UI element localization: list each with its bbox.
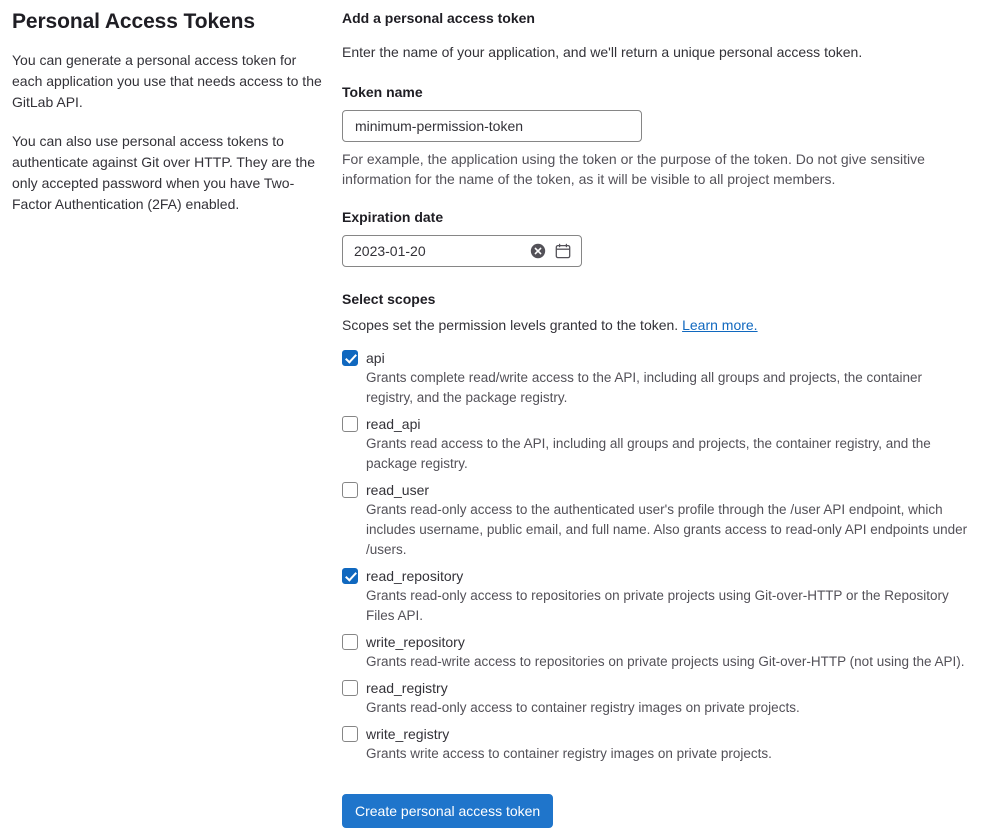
scope-description-read-registry: Grants read-only access to container registry images on private projects. (366, 700, 800, 715)
scope-checkbox-api[interactable] (342, 350, 358, 366)
scope-checkbox-write-repository[interactable] (342, 634, 358, 650)
scope-item-write-registry (342, 724, 972, 764)
token-name-input[interactable] (342, 110, 642, 142)
scope-description-write-repository: Grants read-write access to repositories on private projects using Git-over-HTTP (not using the API). (366, 654, 965, 669)
scope-label-read-api[interactable]: read_api (366, 416, 421, 432)
scope-label-read-repository[interactable]: read_repository (366, 568, 464, 584)
scope-label-write-repository[interactable]: write_repository (366, 634, 465, 650)
scope-item-read-registry (342, 678, 972, 718)
scope-checkbox-write-registry[interactable] (342, 726, 358, 742)
expiration-date-label: Expiration date (342, 209, 444, 225)
token-name-help: For example, the application using the token or the purpose of the token. Do not give sensitive information for the name of the token, as it will be visible to all project members. (342, 151, 925, 187)
page-intro-column (12, 8, 322, 233)
page-title: Personal Access Tokens (12, 10, 255, 33)
scope-item-read-api (342, 414, 972, 474)
scope-item-read-repository (342, 566, 972, 626)
calendar-icon[interactable] (551, 239, 575, 263)
expiration-date-field[interactable] (342, 235, 582, 267)
clear-circle-icon[interactable] (527, 240, 549, 262)
scope-item-write-repository (342, 632, 972, 672)
create-personal-access-token-button[interactable]: Create personal access token (342, 794, 553, 828)
scope-description-api: Grants complete read/write access to the API, including all groups and projects, the container registry, and the package registry. (366, 370, 923, 405)
intro-paragraph-2: You can also use personal access tokens to authenticate against Git over HTTP. They are the only accepted password when you have Two-Factor Authentication (2FA) enabled. (12, 133, 315, 212)
scope-checkbox-read-api[interactable] (342, 416, 358, 432)
scope-label-write-registry[interactable]: write_registry (366, 726, 450, 742)
scope-checkbox-read-registry[interactable] (342, 680, 358, 696)
select-scopes-description (342, 315, 972, 335)
scope-checkbox-read-repository[interactable] (342, 568, 358, 584)
scope-label-read-registry[interactable]: read_registry (366, 680, 448, 696)
scope-description-read-repository: Grants read-only access to repositories on private projects using Git-over-HTTP or the Repository Files API. (366, 588, 949, 623)
select-scopes-title: Select scopes (342, 291, 436, 307)
scope-label-api[interactable]: api (366, 350, 385, 366)
scope-item-read-user (342, 480, 972, 560)
scopes-description-text: Scopes set the permission levels granted to the token. (342, 317, 679, 333)
form-title: Add a personal access token (342, 10, 535, 26)
token-name-label: Token name (342, 84, 423, 100)
form-subtitle: Enter the name of your application, and we'll return a unique personal access token. (342, 44, 863, 60)
add-token-form (342, 8, 972, 828)
scope-description-write-registry: Grants write access to container registry images on private projects. (366, 746, 772, 761)
scope-label-read-user[interactable]: read_user (366, 482, 430, 498)
scope-description-read-user: Grants read-only access to the authenticated user's profile through the /user API endpoint, which includes username, public email, and full name. Also grants access to read-only API endpoints under /users. (366, 502, 968, 557)
intro-paragraph-1: You can generate a personal access token for each application you use that needs access to the GitLab API. (12, 52, 322, 110)
learn-more-link[interactable]: Learn more. (682, 317, 758, 333)
scope-item-api (342, 348, 972, 408)
expiration-date-value[interactable]: 2023-01-20 (354, 243, 426, 259)
scope-checkbox-read-user[interactable] (342, 482, 358, 498)
scope-description-read-api: Grants read access to the API, including all groups and projects, the container registry, and the package registry. (366, 436, 931, 471)
